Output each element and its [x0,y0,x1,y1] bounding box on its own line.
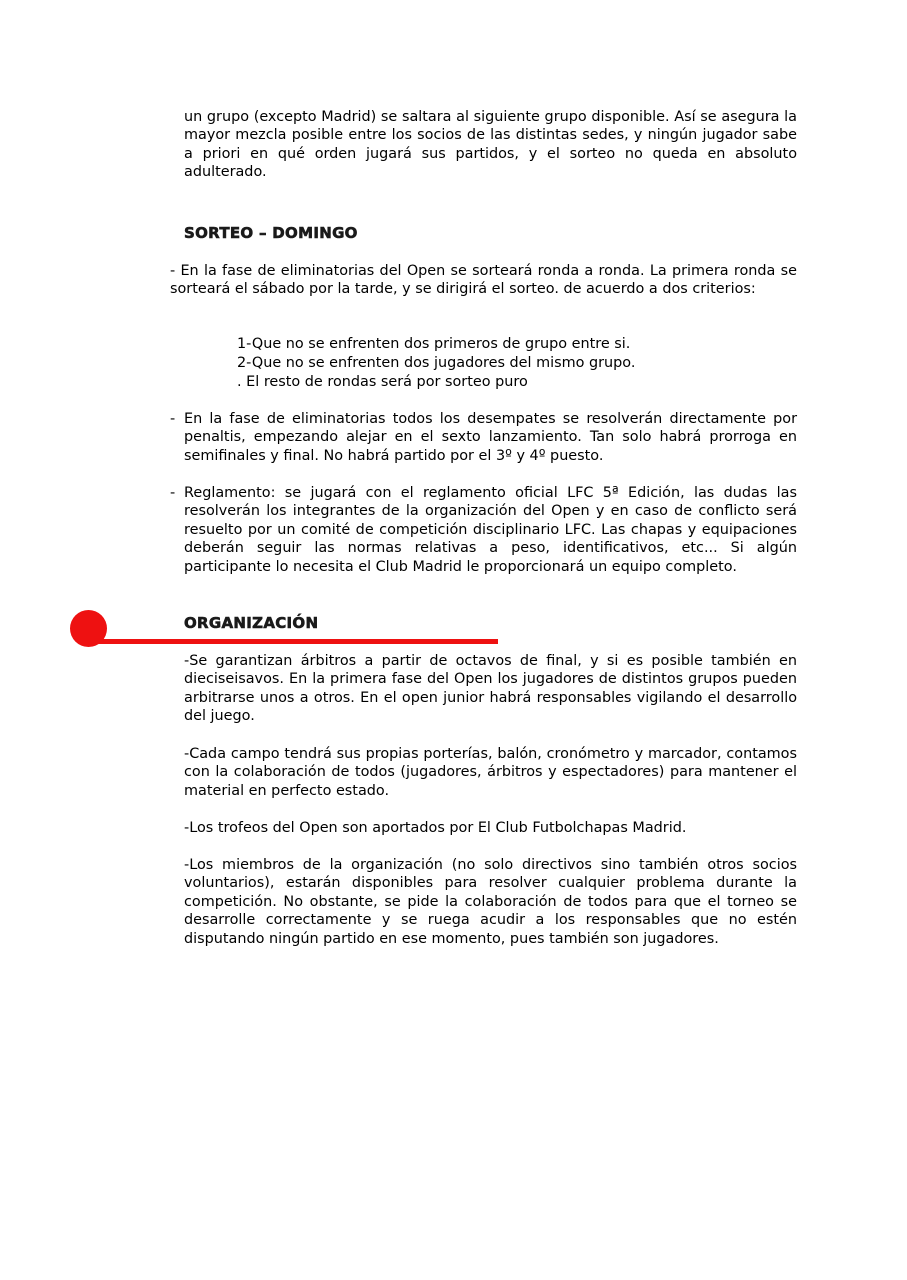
section-heading-organizacion: ORGANIZACIÓN [184,614,319,632]
section-divider-bar [90,639,498,644]
organizacion-paragraph: -Cada campo tendrá sus propias porterías, balón, cronómetro y marcador, contamos con la colaboración de todos (jugadores, árbitros y espectadores) para mantener el material en perfecto estado. [184,746,797,799]
bullet-dash: - [170,485,176,501]
criteria-item: 1-Que no se enfrenten dos primeros de grupo entre si. [237,336,631,352]
sorteo-paragraph-draw: - En la fase de eliminatorias del Open se sorteará ronda a ronda. La primera ronda se sorteará el sábado por la tarde, y se dirigirá el sorteo. de acuerdo a dos criterios: [170,263,797,298]
sorteo-paragraph-rules [170,484,797,576]
criteria-item: . El resto de rondas será por sorteo puro [237,374,528,390]
rules-text: Reglamento: se jugará con el reglamento oficial LFC 5ª Edición, las dudas las resolverán los integrantes de la organización del Open y en caso de conflicto será resuelto por un comité de competición disciplinario LFC. Las chapas y equipaciones deberán seguir las normas relativas a peso, identificativos, etc... Si algún participante lo necesita el Club Madrid le proporcionará un equipo completo. [184,485,797,575]
intro-paragraph: un grupo (excepto Madrid) se saltara al siguiente grupo disponible. Así se asegura la mayor mezcla posible entre los socios de las distintas sedes, y ningún jugador sabe a priori en qué orden jugará sus partidos, y el sorteo no queda en absoluto adulterado. [184,109,797,181]
section-dot-icon [70,610,107,647]
organizacion-paragraph: -Los miembros de la organización (no solo directivos sino también otros socios voluntarios), estarán disponibles para resolver cualquier problema durante la competición. No obstante, se pide la colaboración de todos para que el torneo se desarrolle correctamente y se ruega acudir a los responsables que no estén disputando ningún partido en ese momento, pues también son jugadores. [184,857,797,947]
organizacion-paragraph: -Se garantizan árbitros a partir de octavos de final, y si es posible también en dieciseisavos. En la primera fase del Open los jugadores de distintos grupos pueden arbitrarse unos a otros. En el open junior habrá responsables vigilando el desarrollo del juego. [184,653,797,725]
criteria-item: 2-Que no se enfrenten dos jugadores del mismo grupo. [237,355,636,371]
sorteo-paragraph-tiebreak [170,410,797,465]
bullet-dash: - [170,411,176,427]
section-heading-sorteo: SORTEO – DOMINGO [184,224,358,242]
organizacion-paragraph: -Los trofeos del Open son aportados por El Club Futbolchapas Madrid. [184,820,687,836]
tiebreak-text: En la fase de eliminatorias todos los desempates se resolverán directamente por penaltis, empezando alejar en el sexto lanzamiento. Tan solo habrá prorroga en semifinales y final. No habrá partido por el 3º y 4º puesto. [184,411,797,464]
